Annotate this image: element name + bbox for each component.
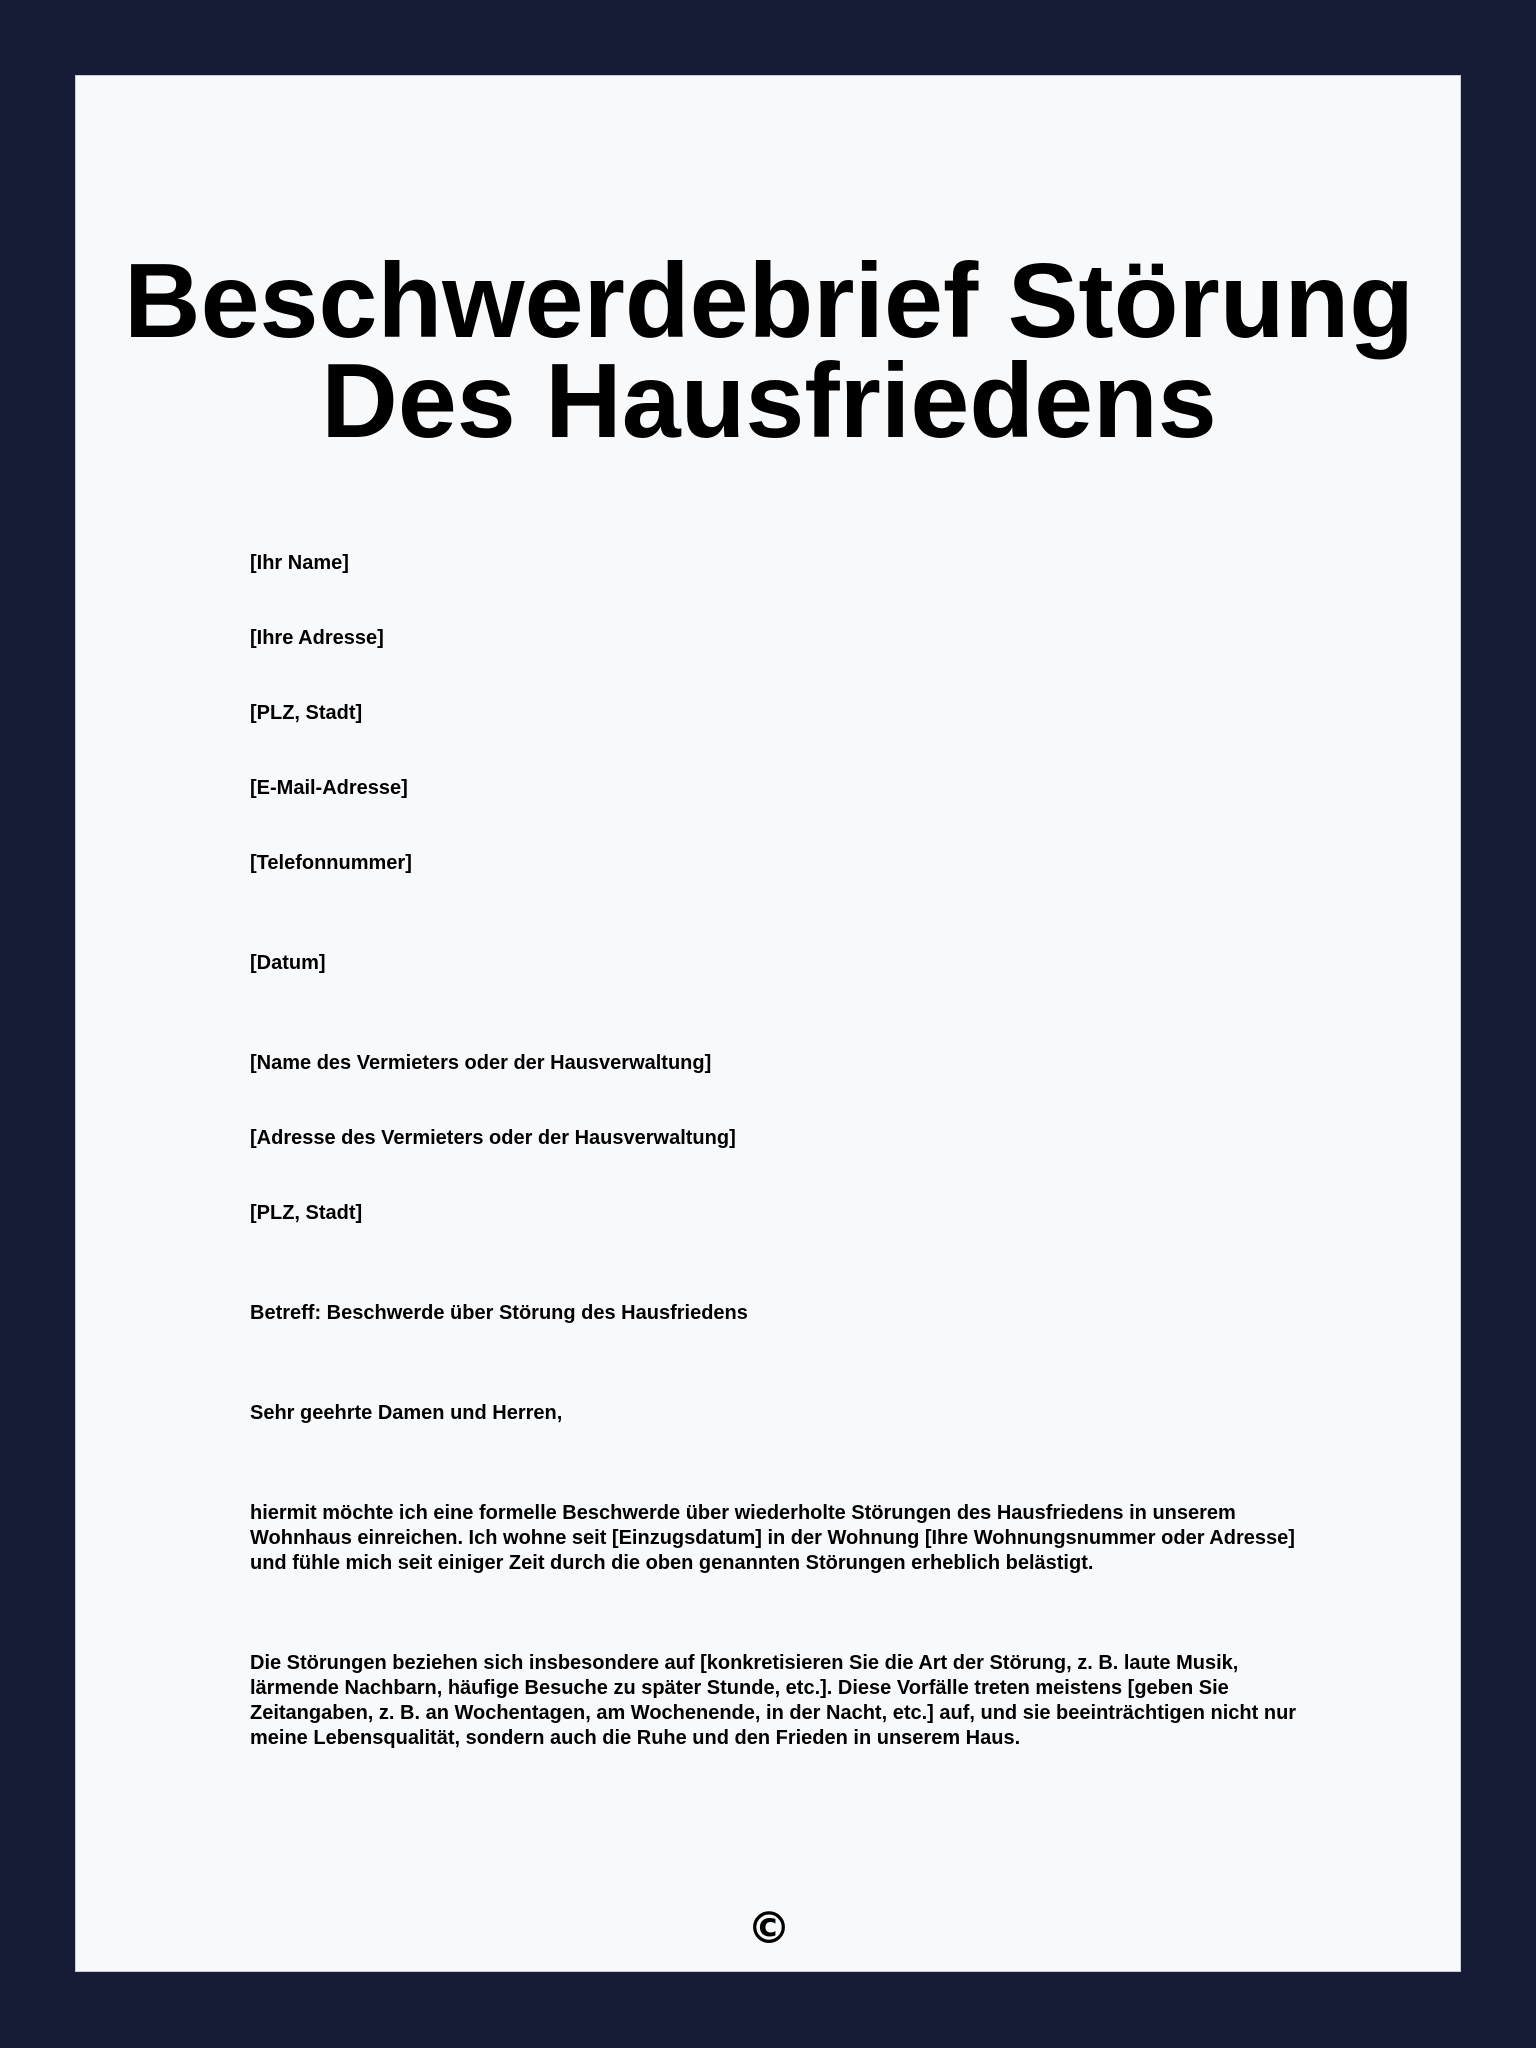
sender-address: [Ihre Adresse] — [250, 627, 384, 649]
document-page — [75, 75, 1461, 1972]
letter-paragraph-2: Die Störungen beziehen sich insbesondere auf [konkretisieren Sie die Art der Störung, z. B. laute Musik, lärmende Nachbarn, häufige Besuche zu später Stunde, etc.]. Diese Vorfälle treten meistens [geben Sie Zeitangaben, z. B. an Wochentagen, am Wochenende, in der Nacht, etc.] auf, und sie beeinträchtigen nicht nur meine Lebensqualität, sondern auch die Ruhe und den Frieden in unserem Haus. — [250, 1652, 1297, 1749]
copyright-icon: © — [747, 1903, 791, 1954]
recipient-name: [Name des Vermieters oder der Hausverwaltung] — [250, 1052, 712, 1074]
sender-name: [Ihr Name] — [250, 552, 349, 574]
title-line-2: Des Hausfriedens — [321, 342, 1217, 460]
letter-date: [Datum] — [250, 952, 326, 974]
sender-email: [E-Mail-Adresse] — [250, 777, 408, 799]
document-title — [76, 242, 1462, 460]
sender-phone: [Telefonnummer] — [250, 852, 412, 874]
letter-subject: Betreff: Beschwerde über Störung des Hausfriedens — [250, 1302, 748, 1324]
letter-paragraph-1: hiermit möchte ich eine formelle Beschwerde über wiederholte Störungen des Hausfriedens in unserem Wohnhaus einreichen. Ich wohne seit [Einzugsdatum] in der Wohnung [Ihre Wohnungsnummer oder Adresse] und fühle mich seit einiger Zeit durch die oben genannten Störungen erheblich belästigt. — [250, 1502, 1295, 1574]
title-line-1: Beschwerdebrief Störung — [124, 242, 1414, 360]
recipient-zip-city: [PLZ, Stadt] — [250, 1202, 363, 1224]
letter-salutation: Sehr geehrte Damen und Herren, — [250, 1402, 563, 1424]
recipient-address: [Adresse des Vermieters oder der Hausverwaltung] — [250, 1127, 736, 1149]
sender-zip-city: [PLZ, Stadt] — [250, 702, 363, 724]
